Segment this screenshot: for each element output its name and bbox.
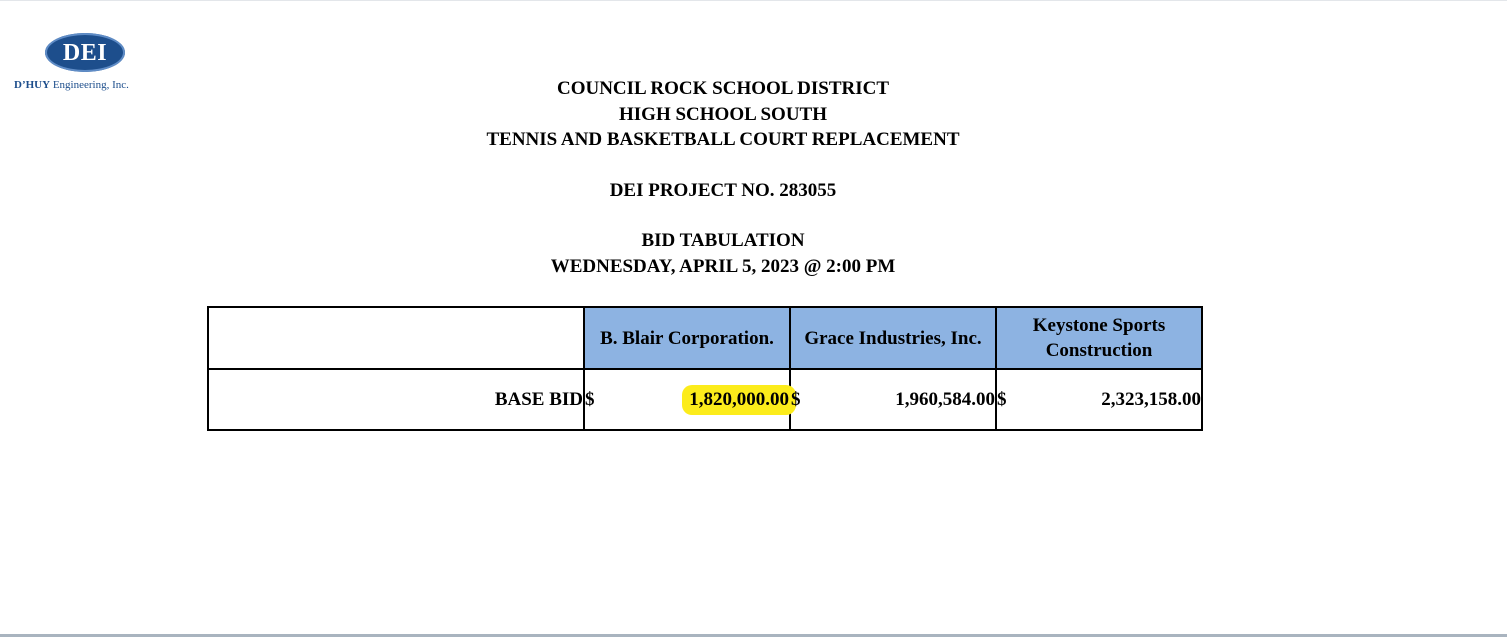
bid-date: WEDNESDAY, APRIL 5, 2023 @ 2:00 PM (550, 255, 896, 277)
table-row (208, 369, 1202, 430)
bid-amount: 2,323,158.00 (1101, 388, 1201, 410)
vendor-header: Keystone Sports Construction (996, 307, 1202, 369)
document-title: BID TABULATION (641, 230, 805, 251)
logo-initials: DEI (62, 39, 108, 66)
vendor-header: B. Blair Corporation. (584, 307, 790, 369)
currency-symbol: $ (791, 388, 801, 410)
bid-amount-highlighted: 1,820,000.00 (682, 385, 796, 415)
currency-symbol: $ (997, 388, 1007, 410)
school-name: HIGH SCHOOL SOUTH (619, 103, 827, 125)
logo-company-rest: Engineering, Inc. (50, 79, 129, 91)
logo-company-bold: D’HUY (14, 79, 51, 91)
currency-symbol: $ (585, 388, 595, 410)
header-blank-cell (208, 307, 584, 369)
row-label: BASE BID (208, 369, 584, 430)
district-name: COUNCIL ROCK SCHOOL DISTRICT (556, 78, 890, 99)
project-number: DEI PROJECT NO. 283055 (609, 179, 837, 201)
project-name: TENNIS AND BASKETBALL COURT REPLACEMENT (486, 129, 960, 150)
document-header (0, 76, 1446, 279)
vendor-header: Grace Industries, Inc. (790, 307, 996, 369)
bid-amount-cell (584, 369, 790, 430)
bid-amount-cell (996, 369, 1202, 430)
top-border (0, 0, 1507, 1)
table-header-row (208, 307, 1202, 369)
bid-table (207, 306, 1203, 431)
bid-amount-cell (790, 369, 996, 430)
bid-amount: 1,960,584.00 (895, 388, 995, 410)
logo-oval (45, 33, 125, 72)
